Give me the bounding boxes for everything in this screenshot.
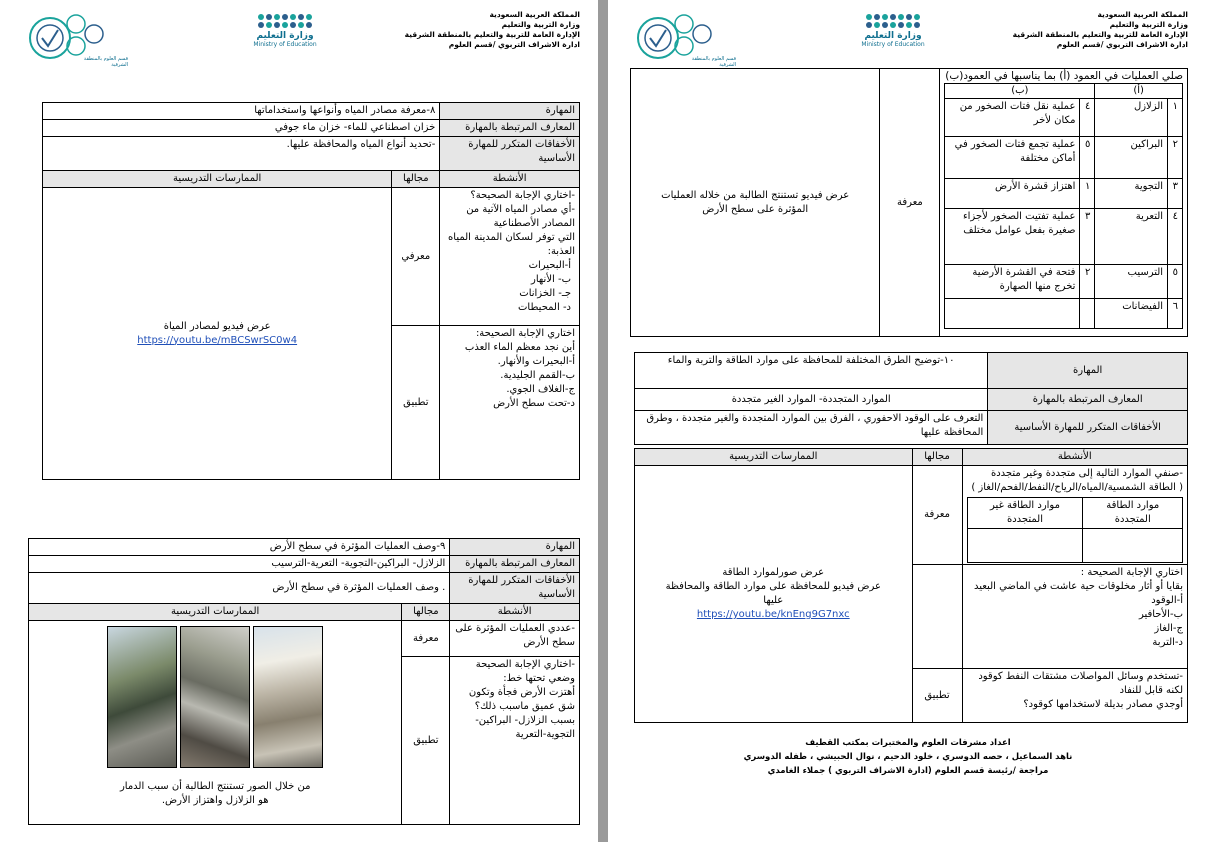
page-header bbox=[20, 10, 580, 66]
skill-label: المهارة bbox=[988, 353, 1188, 389]
right-page bbox=[608, 0, 1206, 842]
domain-knowledge: معرفة bbox=[880, 69, 940, 337]
skill-value: ١٠-توضيح الطرق المختلفة للمحافظة على موارد الطاقة والتربة والماء bbox=[635, 353, 988, 389]
skill-8-table bbox=[42, 102, 580, 480]
activity-q2: اختاري الإجابة الصحيحة: أين نجد معظم الماء العذب أ-البحيرات والأنهار. ب-القمم الجليدية. ج-الغلاف الجوي. د-تحت سطح الأرض bbox=[440, 326, 580, 480]
failures-label: الأخفاقات المتكرر للمهارة الأساسية bbox=[450, 573, 580, 604]
domain-knowledge: معرفة bbox=[912, 466, 962, 565]
moe-logo: وزارة التعليم Ministry of Education bbox=[240, 14, 330, 60]
moe-logo: وزارة التعليم Ministry of Education bbox=[848, 14, 938, 60]
practice-cell bbox=[43, 188, 392, 480]
domain-application: تطبيق bbox=[402, 657, 450, 825]
knowledge-label: المعارف المرتبطة بالمهارة bbox=[988, 389, 1188, 411]
column-a-header: (أ) bbox=[1095, 84, 1183, 99]
page-footer: اعداد مشرفات العلوم والمختبرات بمكتب القطيف ناهد السماعيل ، حصه الدوسري ، خلود الدحيم ، نوال الحبيشي ، طفله الدوسري مراجعة /رئيسة قسم العلوم (ادارة الاشراف التربوي ) جملاء الغامدي bbox=[743, 738, 1073, 776]
science-dept-logo: قسم العلوم بالمنطقة الشرقية bbox=[636, 12, 736, 66]
earthquake-photo-3 bbox=[253, 626, 323, 768]
activity-q2: اختاري الإجابة الصحيحة : بقايا أو أثار مخلوقات حية عاشت في الماضي البعيد أ-الوقود ب-الأحافير ج-الغاز د-التربة bbox=[962, 565, 1188, 669]
header-text: المملكة العربية السعودية وزارة التربية والتعليم الإدارة العامة للتربية والتعليم بالمنطقة الشرقية ادارة الاشراف التربوي /قسم العلوم bbox=[1012, 10, 1188, 49]
renewable-header: موارد الطاقة المتجددة bbox=[1083, 498, 1183, 529]
left-page bbox=[0, 0, 598, 842]
nonrenewable-header: موارد الطاقة غير المتجددة bbox=[967, 498, 1083, 529]
video-link[interactable]: https://youtu.be/mBCSwrSC0w4 bbox=[137, 334, 298, 346]
knowledge-value: الزلازل- البراكين-التجوية- التعرية-الترسيب bbox=[29, 556, 450, 573]
earthquake-photo-1 bbox=[107, 626, 177, 768]
classification-table bbox=[967, 497, 1184, 563]
activities-header: الأنشطة bbox=[440, 171, 580, 188]
earthquake-photos bbox=[33, 626, 397, 768]
domain-application: تطبيق bbox=[912, 669, 962, 723]
knowledge-label: المعارف المرتبطة بالمهارة bbox=[450, 556, 580, 573]
practices-header: الممارسات التدريسية bbox=[635, 449, 913, 466]
page-header bbox=[628, 10, 1188, 66]
column-b-header: (ب) bbox=[945, 84, 1095, 99]
practice-cell: عرض صورلموارد الطاقة عرض فيديو للمحافظة على موارد الطاقة والمحافظة عليها https://youtu.be/knEng9G7nxc bbox=[635, 466, 913, 723]
knowledge-value: خزان اصطناعي للماء- خزان ماء جوفي bbox=[43, 120, 440, 137]
activity-q1: -اختاري الإجابة الصحيحة؟ -أي مصادر المياه الآتية من المصادر الأصطناعية التي توفر لسكان المدينة المياه العذبة: أ-البحيرات ب- الأنهار جـ- الخزانات د- المحيطات bbox=[440, 188, 580, 326]
domain-application: تطبيق bbox=[392, 326, 440, 480]
knowledge-value: الموارد المتجددة- الموارد الغير متجددة bbox=[635, 389, 988, 411]
activity-q1: -عددي العمليات المؤثرة على سطح الأرض bbox=[450, 621, 580, 657]
domain-knowledge: معرفي bbox=[392, 188, 440, 326]
matching-cell bbox=[940, 69, 1188, 337]
practices-header: الممارسات التدريسية bbox=[29, 604, 402, 621]
domains-header: مجالها bbox=[912, 449, 962, 466]
matching-subtable: (أ) (ب) ١ الزلازل ٤ عملية نقل فتات الصخور من مكان لأخر ٢ البراكين ٥ عملية تجمع فتات الصخور في أماكن مختلفة ٣ التجوية ١ اهتزاز قشرة الأرض ٤ التعرية ٣ عملية تفتيت الصخور لأجزاء صغيرة بفعل عوامل مختلف ٥ الترسيب ٢ فتحة في القشرة الأرضية تخرج منها الصهارة ٦ الفيضانات bbox=[944, 83, 1183, 329]
video-link[interactable]: https://youtu.be/knEng9G7nxc bbox=[696, 609, 850, 620]
activities-header: الأنشطة bbox=[962, 449, 1188, 466]
skill-9-table bbox=[28, 538, 580, 825]
skill-value: ٩-وصف العمليات المؤثرة في سطح الأرض bbox=[29, 539, 450, 556]
activity-q2: -اختاري الإجابة الصحيحة وضعي تحتها خط: أهتزت الأرض فجأة وتكون شق عميق ماسبب ذلك؟ بسبب الزلازل- البراكين-التجوية-التعرية bbox=[450, 657, 580, 825]
header-text: المملكة العربية السعودية وزارة التربية والتعليم الإدارة العامة للتربية والتعليم بالمنطقة الشرقية ادارة الاشراف التربوي /قسم العلوم bbox=[404, 10, 580, 49]
practices-header: الممارسات التدريسية bbox=[43, 171, 392, 188]
knowledge-label: المعارف المرتبطة بالمهارة bbox=[440, 120, 580, 137]
practice-text: عرض فيديو لمصادر المياة bbox=[163, 320, 271, 332]
failures-value: -تحديد أنواع المياه والمحافظة عليها. bbox=[43, 137, 440, 171]
matching-table bbox=[630, 68, 1188, 337]
activity-q3: -تستخدم وسائل المواصلات مشتقات النفط كوقود لكنه قابل للنفاد أوجدي مصادر بديلة لاستخدامها كوقود؟ bbox=[962, 669, 1188, 723]
matching-instruction: صلي العمليات في العمود (أ) بما يناسبها في العمود(ب) bbox=[945, 70, 1183, 82]
practice-cell: عرض فيديو تستنتج الطالبة من خلاله العمليات المؤثرة على سطح الأرض bbox=[631, 69, 880, 337]
failures-value: . وصف العمليات المؤثرة في سطح الأرض bbox=[29, 573, 450, 604]
skill-label: المهارة bbox=[440, 103, 580, 120]
domain-knowledge: معرفة bbox=[402, 621, 450, 657]
practice-cell: من خلال الصور تستنتج الطالبة أن سبب الدمار هو الزلازل واهتزاز الأرض. bbox=[29, 621, 402, 825]
failures-label: الأخفاقات المتكرر للمهارة الأساسية bbox=[988, 411, 1188, 445]
skill-10-activities-table bbox=[634, 448, 1188, 723]
skill-label: المهارة bbox=[450, 539, 580, 556]
science-dept-logo: قسم العلوم بالمنطقة الشرقية bbox=[28, 12, 128, 66]
activities-header: الأنشطة bbox=[450, 604, 580, 621]
failures-value: التعرف على الوقود الاحفوري ، الفرق بين الموارد المتجددة والغير متجددة ، وطرق المحافظة عليها bbox=[635, 411, 988, 445]
skill-10-table bbox=[634, 352, 1188, 445]
domains-header: مجالها bbox=[402, 604, 450, 621]
earthquake-photo-2 bbox=[180, 626, 250, 768]
domains-header: مجالها bbox=[392, 171, 440, 188]
skill-value: ٨-معرفة مصادر المياه وأنواعها واستخداماتها bbox=[43, 103, 440, 120]
failures-label: الأخفاقات المتكرر للمهارة الأساسية bbox=[440, 137, 580, 171]
activity-q1: -صنفي الموارد التالية إلى متجددة وغير متجددة ( الطاقة الشمسية/المياه/الرياح/النفط/الفحم/الغاز ) موارد الطاقة المتجددة موارد الطاقة غير المتجددة bbox=[962, 466, 1188, 565]
